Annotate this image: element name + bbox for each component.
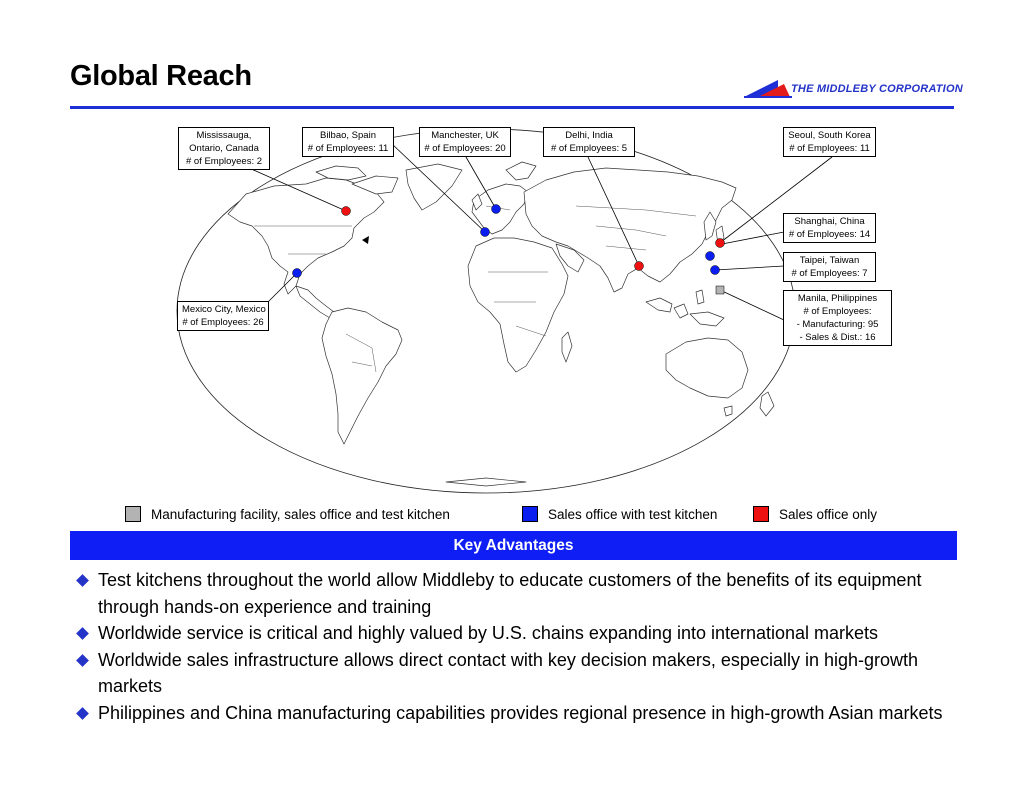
callout-line: Manila, Philippines	[797, 293, 878, 304]
legend-item-sales-test-kitchen	[522, 506, 717, 522]
legend-swatch-blue	[522, 506, 538, 522]
list-item	[77, 700, 957, 727]
callout-line: Ontario, Canada	[189, 143, 259, 154]
map-legend	[0, 506, 1024, 522]
legend-item-manufacturing	[125, 506, 450, 522]
list-item-text: Philippines and China manufacturing capabilities provides regional presence in high-growth Asian markets	[98, 702, 943, 723]
legend-swatch-gray	[125, 506, 141, 522]
callout-line: Seoul, South Korea	[788, 130, 871, 141]
callout-mississauga	[178, 127, 270, 170]
world-map	[176, 126, 796, 496]
callout-line: # of Employees: 11	[789, 143, 870, 154]
callout-manchester	[419, 127, 511, 157]
callout-line: # of Employees: 26	[182, 317, 264, 328]
callout-line: Shanghai, China	[794, 216, 865, 227]
callout-line: Bilbao, Spain	[320, 130, 376, 141]
company-logo	[744, 78, 963, 100]
callout-bilbao	[302, 127, 394, 157]
logo-text: THE MIDDLEBY CORPORATION	[791, 83, 963, 95]
callout-line: # of Employees: 2	[185, 156, 263, 167]
callout-line: # of Employees: 5	[550, 143, 628, 154]
callout-line: - Sales & Dist.: 16	[799, 332, 876, 343]
callout-line: # of Employees: 20	[424, 143, 506, 154]
callout-shanghai	[783, 213, 876, 243]
list-item	[77, 647, 957, 700]
legend-label: Sales office only	[779, 506, 878, 522]
callout-manila	[783, 290, 892, 346]
callout-taipei	[783, 252, 876, 282]
callout-line: Taipei, Taiwan	[799, 255, 860, 266]
callout-line: Mississauga,	[196, 130, 252, 141]
list-item-text: Worldwide service is critical and highly valued by U.S. chains expanding into international markets	[98, 623, 879, 643]
list-item	[77, 567, 957, 620]
title-rule	[70, 106, 954, 109]
callout-line: # of Employees:	[803, 306, 872, 317]
list-item-text: Test kitchens throughout the world allow Middleby to educate customers of the benefits of its equipment through hands-on experience and training	[98, 570, 922, 617]
callout-line: Manchester, UK	[431, 130, 499, 141]
diamond-bullet-icon	[76, 627, 89, 640]
callout-line: Mexico City, Mexico	[182, 304, 266, 315]
callout-line: - Manufacturing: 95	[796, 319, 879, 330]
page-title: Global Reach	[70, 60, 252, 92]
callout-line: # of Employees: 7	[791, 268, 868, 279]
callout-line: # of Employees: 11	[307, 143, 389, 154]
legend-label: Sales office with test kitchen	[548, 506, 718, 522]
callout-line: # of Employees: 14	[788, 229, 871, 240]
diamond-bullet-icon	[76, 654, 89, 667]
list-item-text: Worldwide sales infrastructure allows direct contact with key decision makers, especially in high-growth markets	[98, 649, 919, 696]
legend-swatch-red	[753, 506, 769, 522]
logo-mark-icon	[744, 78, 792, 100]
diamond-bullet-icon	[76, 707, 89, 720]
world-map-graphic	[176, 126, 796, 496]
legend-label: Manufacturing facility, sales office and test kitchen	[151, 506, 450, 522]
legend-item-sales-only	[753, 506, 877, 522]
diamond-bullet-icon	[76, 574, 89, 587]
callout-seoul	[783, 127, 876, 157]
key-advantages-heading: Key Advantages	[70, 531, 957, 560]
list-item	[77, 620, 957, 647]
callout-mexico	[177, 301, 269, 331]
callout-delhi	[543, 127, 635, 157]
callout-line: Delhi, India	[565, 130, 613, 141]
key-advantages-list	[77, 567, 957, 726]
